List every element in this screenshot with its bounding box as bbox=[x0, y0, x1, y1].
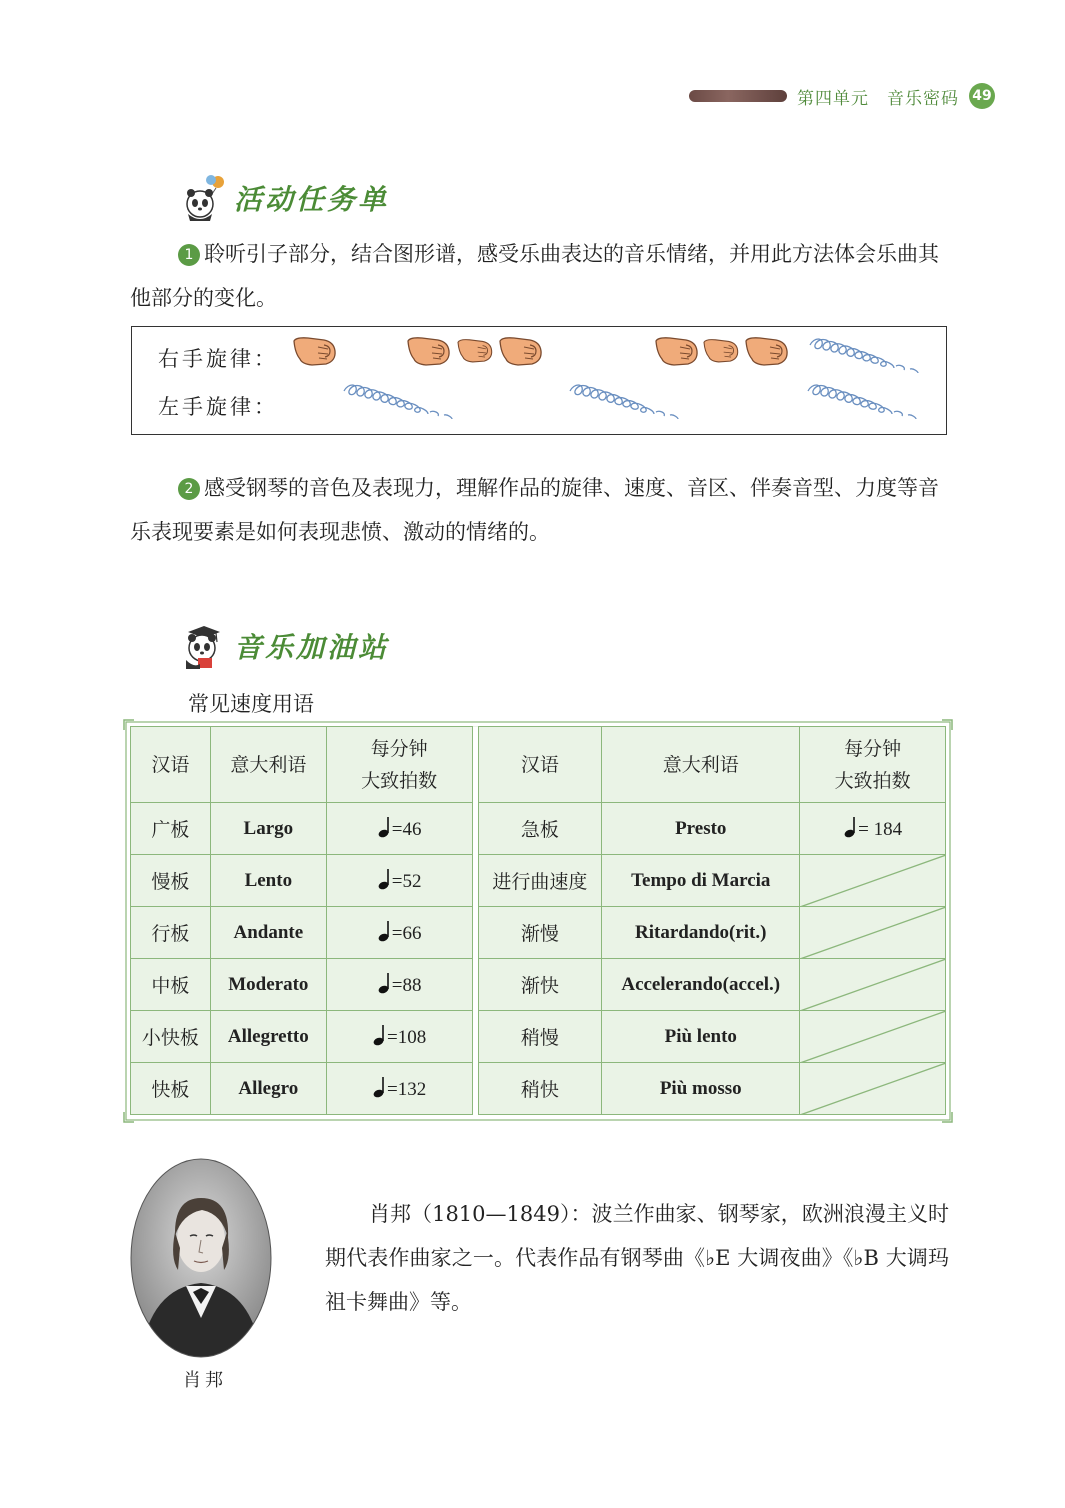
header-chinese: 汉语 bbox=[478, 727, 602, 803]
chopin-portrait bbox=[130, 1158, 272, 1358]
header-italian: 意大利语 bbox=[602, 727, 800, 803]
quarter-note-icon bbox=[372, 1076, 386, 1098]
empty-bpm-cell bbox=[800, 855, 946, 907]
activity-item-2 bbox=[130, 466, 950, 554]
italian-term: Moderato bbox=[210, 959, 326, 1011]
empty-bpm-cell bbox=[800, 1063, 946, 1115]
bpm-cell: =132 bbox=[326, 1063, 472, 1115]
chinese-term: 中板 bbox=[131, 959, 211, 1011]
item-number-badge: 1 bbox=[178, 244, 200, 266]
italian-term: Allegretto bbox=[210, 1011, 326, 1063]
activity-title-text: 活动任务单 bbox=[234, 183, 390, 216]
table-row bbox=[131, 907, 946, 959]
italian-term: Più mosso bbox=[602, 1063, 800, 1115]
station-title-text: 音乐加油站 bbox=[234, 631, 390, 664]
bpm-cell: =52 bbox=[326, 855, 472, 907]
header-bpm: 每分钟 大致拍数 bbox=[326, 727, 472, 803]
fist-symbol bbox=[704, 340, 738, 362]
graphic-score bbox=[131, 326, 947, 435]
fist-symbol bbox=[458, 340, 492, 362]
page-header bbox=[689, 82, 995, 110]
panda-balloon-icon bbox=[180, 174, 228, 222]
diagonal-slash bbox=[800, 855, 946, 907]
fist-symbol bbox=[656, 338, 697, 365]
swirl-symbol bbox=[344, 385, 452, 419]
quarter-note-icon bbox=[377, 868, 391, 890]
table-row bbox=[131, 803, 946, 855]
chinese-term: 稍慢 bbox=[478, 1011, 602, 1063]
tempo-table bbox=[130, 726, 946, 1115]
activity-item-1 bbox=[130, 232, 950, 320]
left-hand-label: 左手旋律： bbox=[158, 395, 278, 419]
italian-term: Andante bbox=[210, 907, 326, 959]
bpm-cell: =108 bbox=[326, 1011, 472, 1063]
header-bpm: 每分钟 大致拍数 bbox=[800, 727, 946, 803]
bpm-cell: = 184 bbox=[800, 803, 946, 855]
header-chinese: 汉语 bbox=[131, 727, 211, 803]
swirl-symbol bbox=[570, 385, 678, 419]
quarter-note-icon bbox=[843, 816, 857, 838]
swirl-symbol bbox=[810, 339, 918, 373]
panda-graduate-icon bbox=[180, 622, 228, 670]
fist-symbol bbox=[294, 338, 335, 365]
chopin-bio: 肖邦（1810—1849）：波兰作曲家、钢琴家，欧洲浪漫主义时期代表作曲家之一。代表作品有钢琴曲《♭E 大调夜曲》《♭B 大调玛祖卡舞曲》等。 bbox=[325, 1202, 949, 1314]
swirl-symbol bbox=[808, 385, 916, 419]
italian-term: Presto bbox=[602, 803, 800, 855]
empty-bpm-cell bbox=[800, 1011, 946, 1063]
graphic-score-symbols bbox=[132, 327, 948, 436]
chinese-term: 稍快 bbox=[478, 1063, 602, 1115]
italian-term: Allegro bbox=[210, 1063, 326, 1115]
activity-item-2-text: 感受钢琴的音色及表现力，理解作品的旋律、速度、音区、伴奏音型、力度等音乐表现要素是如何表现悲愤、激动的情绪的。 bbox=[130, 476, 939, 544]
bpm-cell: =46 bbox=[326, 803, 472, 855]
empty-bpm-cell bbox=[800, 959, 946, 1011]
table-row bbox=[131, 855, 946, 907]
bpm-cell: =88 bbox=[326, 959, 472, 1011]
diagonal-slash bbox=[800, 1011, 946, 1063]
page-number: 49 bbox=[969, 83, 995, 109]
italian-term: Largo bbox=[210, 803, 326, 855]
portrait-caption: 肖邦 bbox=[183, 1370, 227, 1391]
fist-symbol bbox=[500, 338, 541, 365]
chinese-term: 渐慢 bbox=[478, 907, 602, 959]
table-row bbox=[131, 1063, 946, 1115]
italian-term: Lento bbox=[210, 855, 326, 907]
quarter-note-icon bbox=[377, 816, 391, 838]
table-caption: 常见速度用语 bbox=[188, 692, 314, 716]
italian-term: Più lento bbox=[602, 1011, 800, 1063]
chinese-term: 广板 bbox=[131, 803, 211, 855]
bpm-cell: =66 bbox=[326, 907, 472, 959]
italian-term: Accelerando(accel.) bbox=[602, 959, 800, 1011]
chinese-term: 小快板 bbox=[131, 1011, 211, 1063]
quarter-note-icon bbox=[377, 920, 391, 942]
chinese-term: 急板 bbox=[478, 803, 602, 855]
chinese-term: 慢板 bbox=[131, 855, 211, 907]
item-number-badge: 2 bbox=[178, 478, 200, 500]
decorative-flute-bar bbox=[689, 90, 787, 102]
empty-bpm-cell bbox=[800, 907, 946, 959]
diagonal-slash bbox=[800, 907, 946, 959]
table-header-row bbox=[131, 727, 946, 803]
chinese-term: 行板 bbox=[131, 907, 211, 959]
italian-term: Tempo di Marcia bbox=[602, 855, 800, 907]
chinese-term: 快板 bbox=[131, 1063, 211, 1115]
activity-title bbox=[180, 174, 389, 222]
diagonal-slash bbox=[800, 959, 946, 1011]
tempo-table-container bbox=[130, 726, 946, 1116]
station-title bbox=[180, 622, 389, 670]
fist-symbol bbox=[746, 338, 787, 365]
diagonal-slash bbox=[800, 1063, 946, 1115]
quarter-note-icon bbox=[377, 972, 391, 994]
table-row bbox=[131, 1011, 946, 1063]
quarter-note-icon bbox=[372, 1024, 386, 1046]
chinese-term: 进行曲速度 bbox=[478, 855, 602, 907]
chinese-term: 渐快 bbox=[478, 959, 602, 1011]
table-row bbox=[131, 959, 946, 1011]
italian-term: Ritardando(rit.) bbox=[602, 907, 800, 959]
unit-title: 第四单元 音乐密码 bbox=[797, 88, 959, 109]
fist-symbol bbox=[408, 338, 449, 365]
right-hand-label: 右手旋律： bbox=[158, 347, 278, 371]
activity-item-1-text: 聆听引子部分，结合图形谱，感受乐曲表达的音乐情绪，并用此方法体会乐曲其他部分的变化。 bbox=[130, 242, 939, 310]
header-italian: 意大利语 bbox=[210, 727, 326, 803]
